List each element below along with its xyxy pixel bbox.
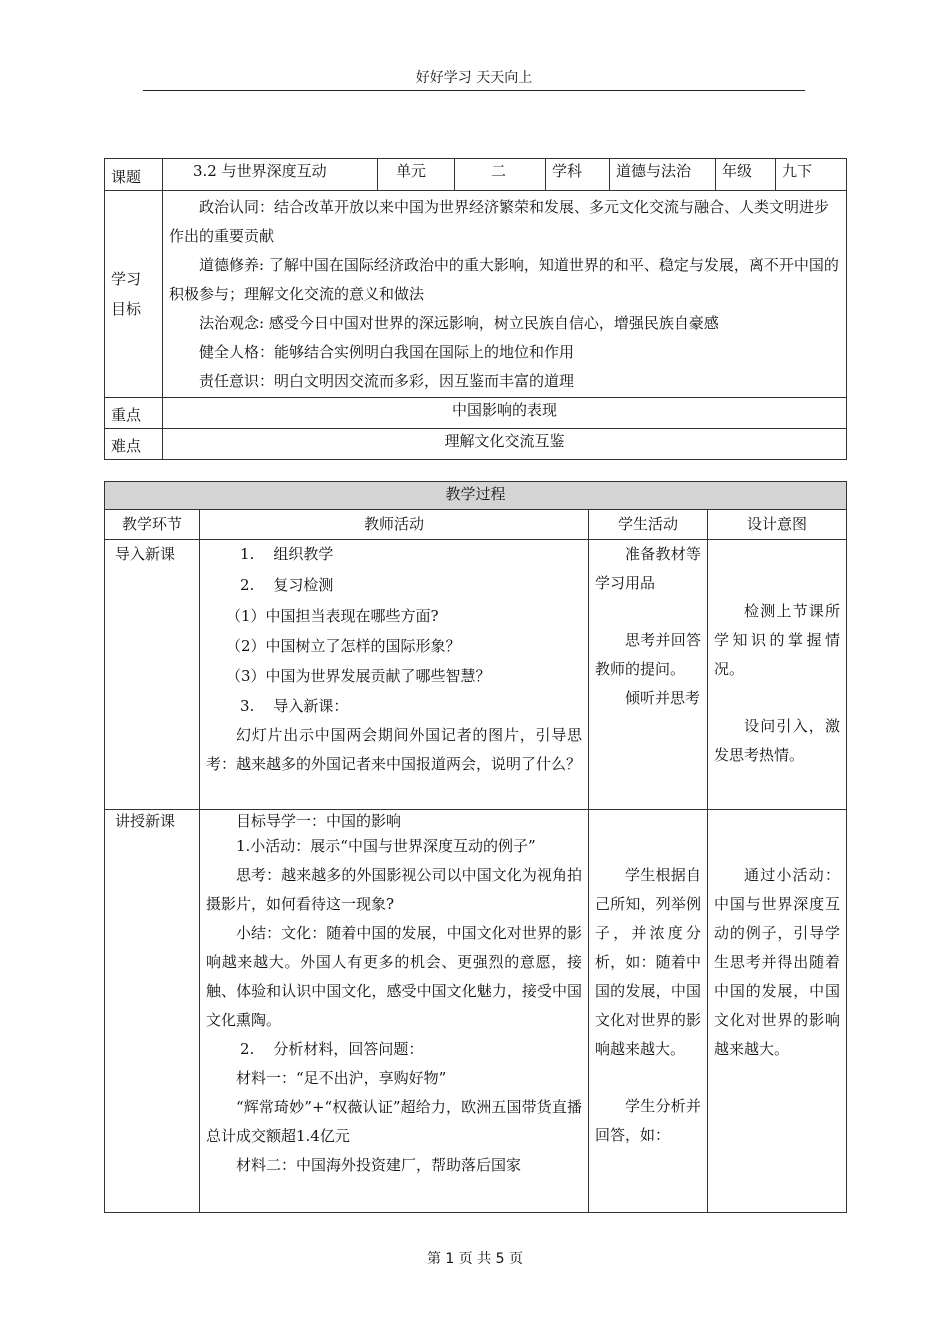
goal-responsibility: 责任意识：明白文明因交流而多彩，因互鉴而丰富的道理 (199, 372, 575, 390)
design-intent-intro (708, 540, 847, 810)
grade-value: 九下 (776, 159, 847, 191)
process-title: 教学过程 (105, 482, 847, 510)
difficult-point-text: 理解文化交流互鉴 (163, 429, 847, 460)
teacher-activity-intro (200, 540, 589, 810)
student-step: 学生根据自己所知，列举例子，并浓度分析，如：随着中国的发展，中国文化对世界的影响越来越大。 (595, 866, 701, 1058)
topic-label: 课题 (105, 159, 163, 191)
key-point-text: 中国影响的表现 (163, 398, 847, 429)
topic-value: 3.2 与世界深度互动 (163, 159, 378, 191)
subject-value: 道德与法治 (610, 159, 716, 191)
teacher-step: 2. 分析材料，回答问题： (240, 1040, 424, 1058)
design-step: 检测上节课所学知识的掌握情况。 (714, 602, 841, 678)
col-header-stage: 教学环节 (105, 510, 200, 540)
stage-new-lesson: 讲授新课 (105, 810, 200, 1213)
lesson-info-table (104, 158, 847, 460)
material-two: 材料二：中国海外投资建厂，帮助落后国家 (236, 1156, 522, 1174)
goals-content (163, 191, 847, 398)
unit-value: 二 (455, 159, 546, 191)
goal-moral: 道德修养: 了解中国在国际经济政治中的重大影响，知道世界的和平、稳定与发展，离不开中国的积极参与；理解文化交流的意义和做法 (169, 256, 839, 303)
student-step: 学生分析并回答，如： (595, 1097, 701, 1144)
col-header-teacher: 教师活动 (200, 510, 589, 540)
teacher-step: 3. 导入新课： (240, 697, 349, 715)
teacher-step: 2. 复习检测 (240, 576, 334, 594)
student-step: 准备教材等学习用品 (595, 545, 701, 592)
goal-personality: 健全人格：能够结合实例明白我国在国际上的地位和作用 (199, 343, 575, 361)
page-number: 第 1 页 共 5 页 (426, 1251, 524, 1267)
student-activity-new (589, 810, 708, 1213)
teacher-step: 1. 组织教学 (240, 545, 334, 563)
design-step: 设问引入，激发思考热情。 (714, 717, 841, 764)
teacher-question: （3）中国为世界发展贡献了哪些智慧？ (226, 667, 491, 685)
teacher-activity-new (200, 810, 589, 1213)
goals-label-line1: 学习 (111, 270, 142, 288)
page-header (143, 70, 805, 91)
subject-label: 学科 (546, 159, 610, 191)
header-motto: 好好学习 天天向上 (415, 70, 533, 86)
teacher-question: （1）中国担当表现在哪些方面? (226, 607, 439, 625)
teacher-intro-text: 幻灯片出示中国两会期间外国记者的图片，引导思考：越来越多的外国记者来中国报道两会，说明了什么？ (206, 726, 582, 773)
goals-label-line2: 目标 (111, 300, 142, 318)
goal-law: 法治观念: 感受今日中国对世界的深远影响，树立民族自信心，增强民族自豪感 (199, 314, 719, 332)
teacher-question: （2）中国树立了怎样的国际形象？ (226, 637, 461, 655)
grade-label: 年级 (716, 159, 776, 191)
student-step: 倾听并思考 (625, 689, 701, 707)
teacher-think-text: 思考：越来越多的外国影视公司以中国文化为视角拍摄影片，如何看待这一现象? (206, 866, 582, 913)
student-activity-intro (589, 540, 708, 810)
teacher-goal: 目标导学一：中国的影响 (236, 812, 402, 830)
goal-political: 政治认同：结合改革开放以来中国为世界经济繁荣和发展、多元文化交流与融合、人类文明进步作出的重要贡献 (169, 198, 830, 245)
material-one-detail: “辉常琦妙”+“权薇认证”超给力，欧洲五国带货直播总计成交额超1.4亿元 (206, 1098, 582, 1145)
difficult-point-label: 难点 (105, 429, 163, 460)
key-point-label: 重点 (105, 398, 163, 429)
teacher-activity-text: 1.小活动：展示“中国与世界深度互动的例子” (236, 837, 536, 855)
goals-label (105, 191, 163, 398)
col-header-design: 设计意图 (708, 510, 847, 540)
material-one: 材料一：“足不出沪，享购好物” (236, 1069, 447, 1087)
teaching-process-table (104, 481, 847, 1213)
teacher-summary-text: 小结：文化：随着中国的发展，中国文化对世界的影响越来越大。外国人有更多的机会、更强烈的意愿，接触、体验和认识中国文化，感受中国文化魅力，接受中国文化熏陶。 (206, 924, 582, 1029)
student-step: 思考并回答教师的提问。 (595, 631, 701, 678)
stage-intro: 导入新课 (105, 540, 200, 810)
design-step: 通过小活动：中国与世界深度互动的例子，引导学生思考并得出随着中国的发展，中国文化对世界的影响越来越大。 (714, 866, 841, 1058)
design-intent-new (708, 810, 847, 1213)
page-footer (0, 1248, 950, 1268)
col-header-student: 学生活动 (589, 510, 708, 540)
unit-label: 单元 (378, 159, 455, 191)
